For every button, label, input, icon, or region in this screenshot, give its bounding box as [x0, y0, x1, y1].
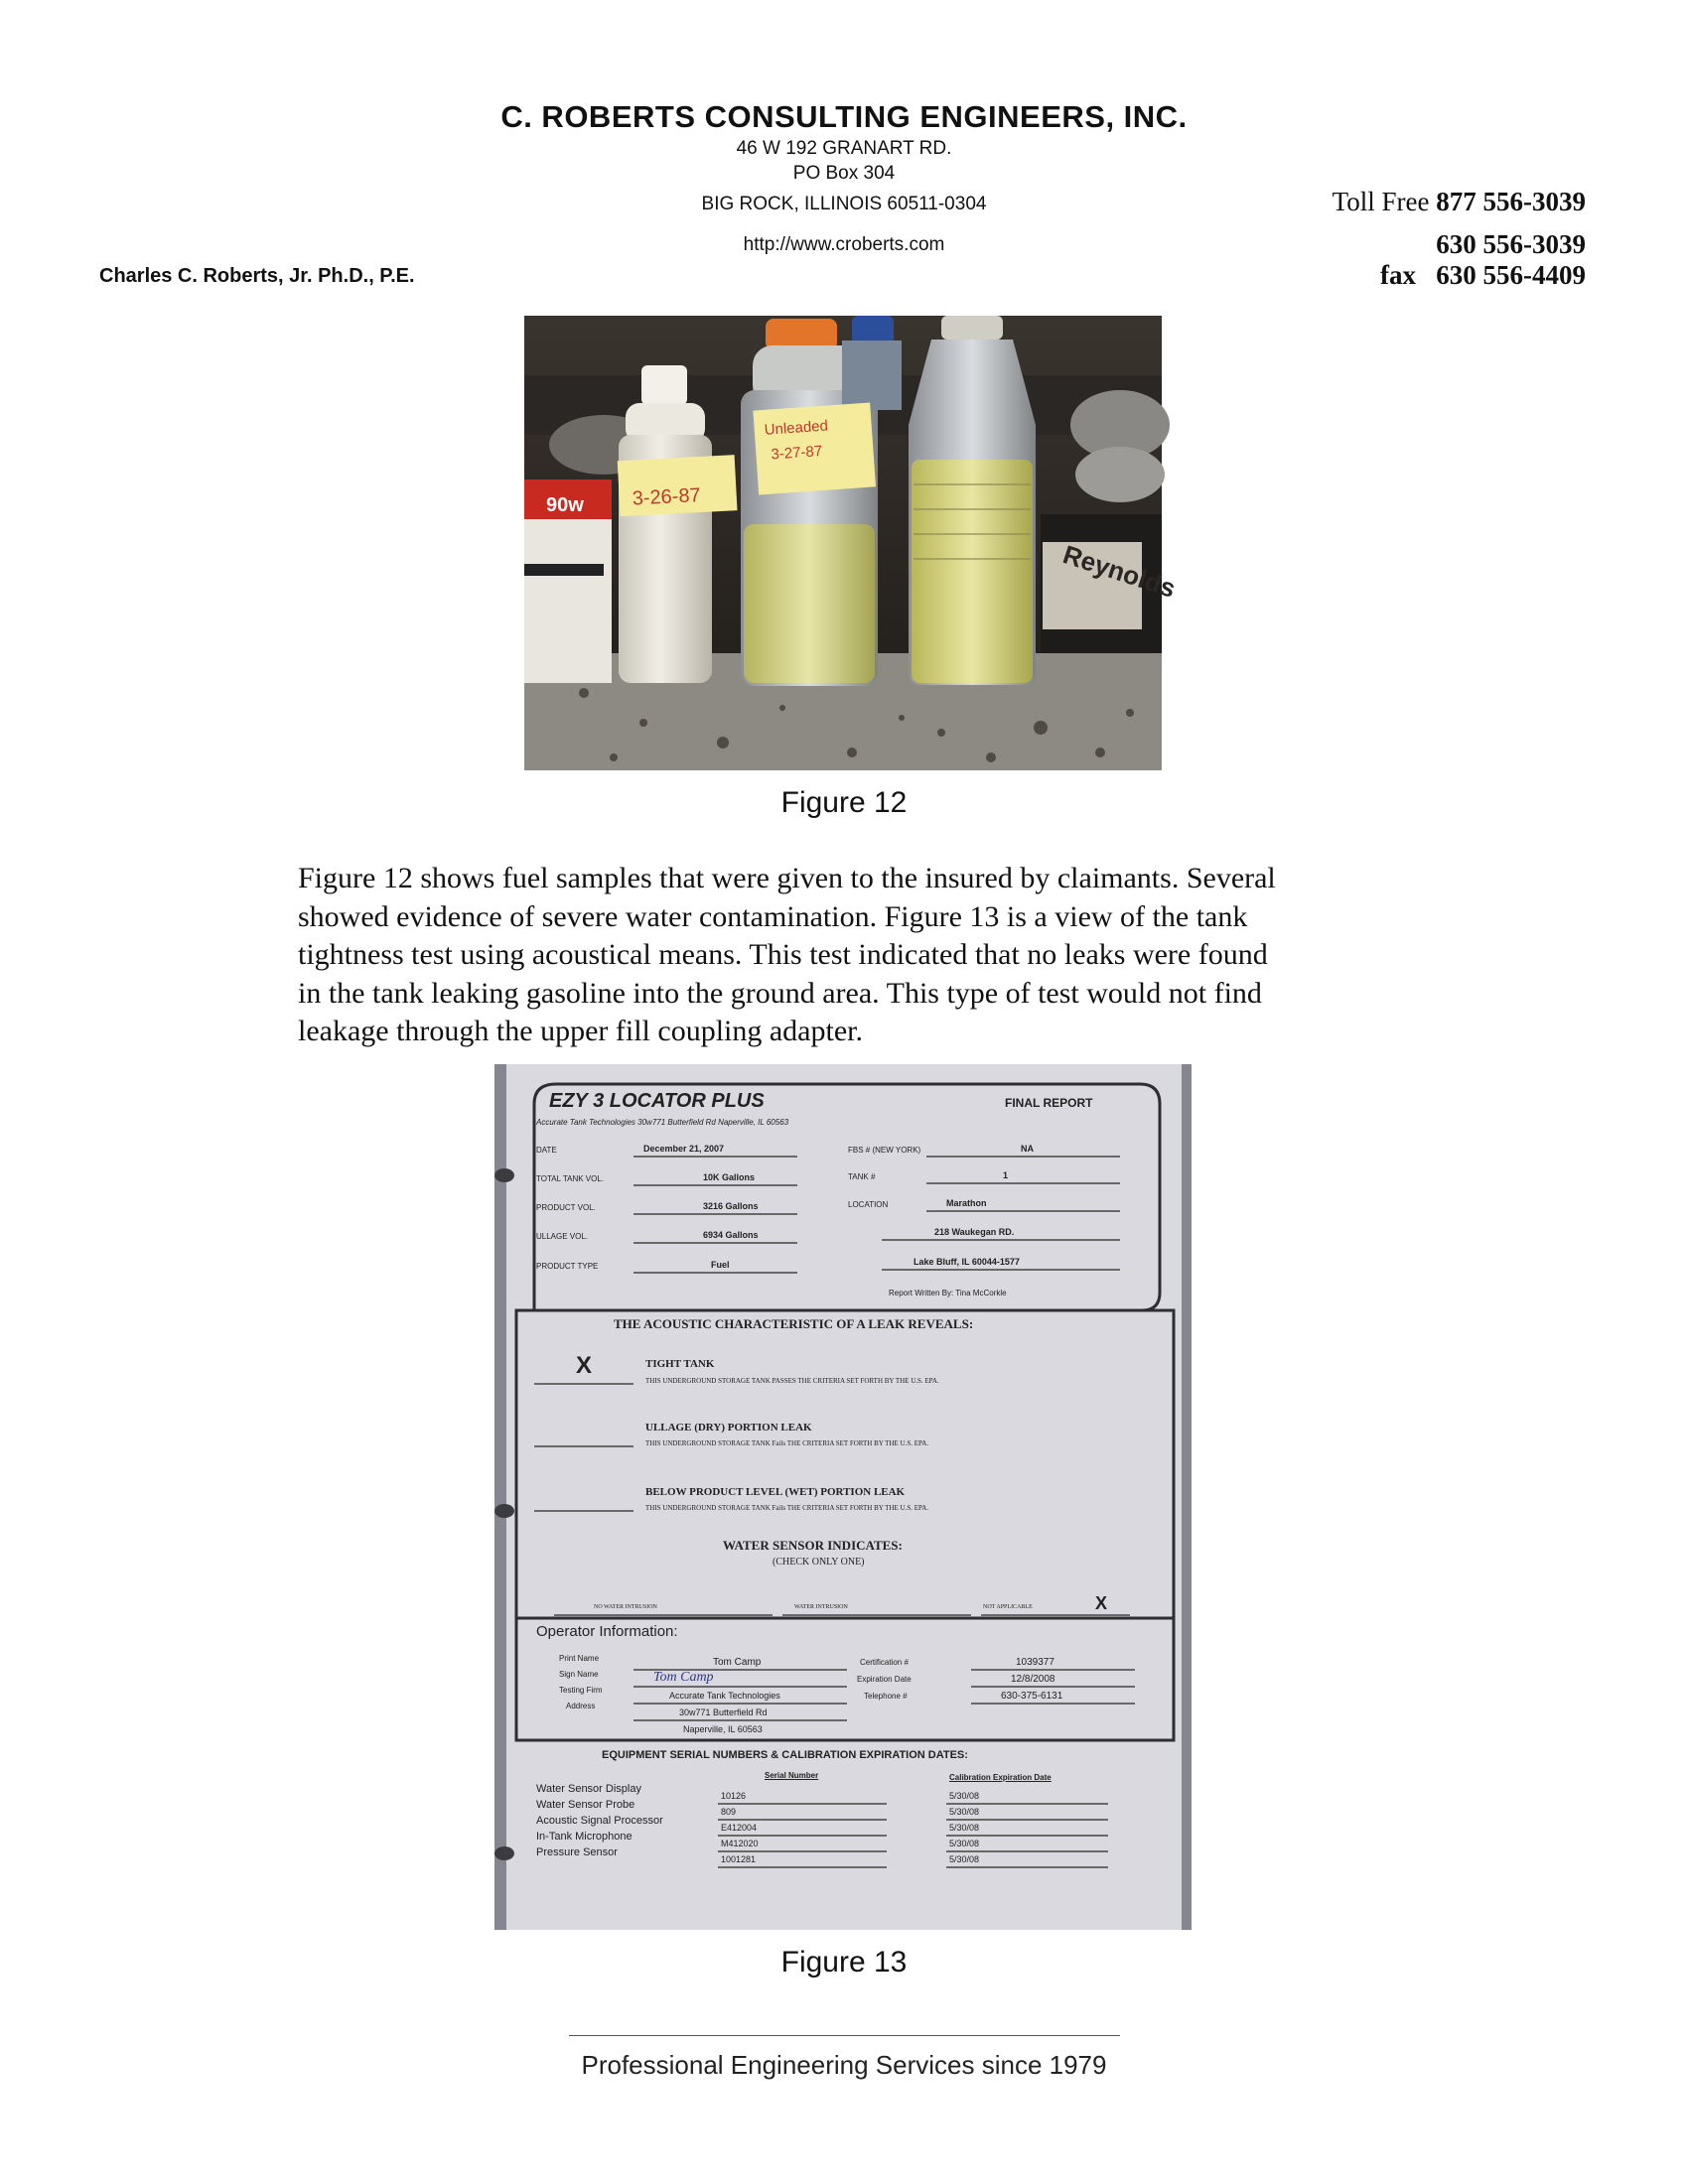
fax-number: 630 556-4409 — [1436, 260, 1586, 290]
label-product-vol: PRODUCT VOL. — [536, 1203, 596, 1212]
acoustic-heading: THE ACOUSTIC CHARACTERISTIC OF A LEAK REVEALS: — [614, 1316, 974, 1331]
report-subtitle: Accurate Tank Technologies 30w771 Butterfield Rd Naperville, IL 60563 — [536, 1118, 789, 1127]
body-line: tightness test using acoustical means. This test indicated that no leaks were found — [298, 938, 1268, 971]
fax-line — [1380, 260, 1586, 291]
body-line: in the tank leaking gasoline into the ground area. This type of test would not find — [298, 976, 1262, 1010]
body-line: showed evidence of severe water contamination. Figure 13 is a view of the tank — [298, 899, 1248, 933]
label-fbs: FBS # (NEW YORK) — [848, 1146, 921, 1155]
op-value-city: Naperville, IL 60563 — [683, 1724, 763, 1734]
operator-heading: Operator Information: — [536, 1623, 678, 1640]
report-written-by: Report Written By: Tina McCorkle — [889, 1289, 1007, 1297]
note-2b-text: 3-27-87 — [770, 442, 823, 464]
author-name: Charles C. Roberts, Jr. Ph.D., P.E. — [99, 265, 415, 287]
serial-value: M412020 — [721, 1839, 759, 1848]
body-line: Figure 12 shows fuel samples that were given to the insured by claimants. Several — [298, 862, 1276, 894]
cert-value-expiration: 12/8/2008 — [1011, 1674, 1055, 1685]
op-value-testing-firm: Accurate Tank Technologies — [669, 1691, 780, 1701]
phone-number: 630 556-3039 — [1436, 229, 1586, 259]
serial-value: 10126 — [721, 1791, 747, 1801]
value-street: 218 Waukegan RD. — [934, 1227, 1015, 1237]
water-sensor-heading: WATER SENSOR INDICATES: — [723, 1538, 903, 1553]
body-paragraph — [298, 860, 1410, 1051]
value-city: Lake Bluff, IL 60044-1577 — [914, 1257, 1020, 1267]
calibration-date: 5/30/08 — [949, 1807, 980, 1817]
equipment-name: Water Sensor Display — [536, 1783, 641, 1795]
final-report-label: FINAL REPORT — [1005, 1096, 1093, 1110]
op-value-address: 30w771 Butterfield Rd — [679, 1707, 768, 1717]
value-ullage-vol: 6934 Gallons — [703, 1230, 759, 1240]
label-product-type: PRODUCT TYPE — [536, 1262, 599, 1271]
op-label-address: Address — [566, 1702, 596, 1710]
fax-label: fax — [1380, 260, 1416, 290]
not-applicable-option: NOT APPLICABLE — [983, 1604, 1033, 1610]
op-label-print-name: Print Name — [559, 1654, 600, 1663]
op-value-print-name: Tom Camp — [713, 1657, 762, 1668]
water-intrusion-option: WATER INTRUSION — [794, 1604, 848, 1610]
box-brand-text: 90w — [546, 494, 584, 516]
fuel-samples-illustration — [524, 316, 1180, 770]
below-title: BELOW PRODUCT LEVEL (WET) PORTION LEAK — [645, 1486, 906, 1498]
serial-number-header: Serial Number — [765, 1771, 819, 1780]
serial-value: E412004 — [721, 1823, 758, 1833]
ullage-sub: THIS UNDERGROUND STORAGE TANK Fails THE CRITERIA SET FORTH BY THE U.S. EPA. — [645, 1439, 929, 1447]
cert-label-telephone: Telephone # — [864, 1692, 908, 1701]
report-title: EZY 3 LOCATOR PLUS — [549, 1090, 765, 1112]
label-date: DATE — [536, 1146, 557, 1155]
value-date: December 21, 2007 — [643, 1144, 725, 1154]
footer-divider — [569, 2035, 1120, 2036]
op-label-sign-name: Sign Name — [559, 1670, 599, 1679]
equipment-name: Water Sensor Probe — [536, 1799, 635, 1811]
company-name: C. ROBERTS CONSULTING ENGINEERS, INC. — [500, 99, 1188, 134]
serial-value: 809 — [721, 1807, 737, 1817]
reynolds-text: Reynolds — [1059, 539, 1180, 604]
label-location: LOCATION — [848, 1200, 889, 1209]
toll-free-label: Toll Free — [1332, 187, 1430, 216]
toll-free-line — [1333, 187, 1586, 217]
ullage-title: ULLAGE (DRY) PORTION LEAK — [645, 1422, 812, 1433]
below-sub: THIS UNDERGROUND STORAGE TANK Fails THE CRITERIA SET FORTH BY THE U.S. EPA. — [645, 1504, 929, 1512]
water-sensor-sub: (CHECK ONLY ONE) — [773, 1557, 865, 1568]
cert-value-telephone: 630-375-6131 — [1001, 1691, 1063, 1702]
label-ullage-vol: ULLAGE VOL. — [536, 1232, 589, 1241]
note-1-text: 3-26-87 — [632, 484, 702, 510]
equipment-name: In-Tank Microphone — [536, 1831, 633, 1843]
cert-label-number: Certification # — [860, 1658, 909, 1667]
address-line-3: BIG ROCK, ILLINOIS 60511-0304 — [701, 194, 987, 214]
cert-label-expiration: Expiration Date — [857, 1675, 912, 1684]
tight-tank-title: TIGHT TANK — [645, 1358, 715, 1370]
serial-value: 1001281 — [721, 1854, 757, 1864]
operator-signature: Tom Camp — [653, 1670, 714, 1685]
address-line-1: 46 W 192 GRANART RD. — [736, 138, 952, 159]
calibration-date: 5/30/08 — [949, 1854, 980, 1864]
equipment-heading: EQUIPMENT SERIAL NUMBERS & CALIBRATION EXPIRATION DATES: — [602, 1749, 968, 1761]
cert-value-number: 1039377 — [1016, 1657, 1055, 1668]
figure-13-photo — [494, 1064, 1192, 1930]
label-total-tank-vol: TOTAL TANK VOL. — [536, 1174, 605, 1183]
value-fbs: NA — [1021, 1144, 1034, 1154]
value-total-tank-vol: 10K Gallons — [703, 1172, 756, 1182]
equipment-name: Pressure Sensor — [536, 1846, 618, 1858]
value-location: Marathon — [946, 1198, 987, 1208]
calibration-date: 5/30/08 — [949, 1823, 980, 1833]
note-2a-text: Unleaded — [764, 417, 829, 439]
figure-13-caption: Figure 13 — [780, 1946, 908, 1979]
value-product-type: Fuel — [711, 1260, 730, 1270]
toll-free-number: 877 556-3039 — [1436, 187, 1586, 216]
tight-tank-mark: X — [576, 1352, 593, 1379]
not-applicable-mark: X — [1095, 1593, 1108, 1613]
calibration-date: 5/30/08 — [949, 1791, 980, 1801]
value-tank-number: 1 — [1003, 1170, 1009, 1180]
value-product-vol: 3216 Gallons — [703, 1201, 759, 1211]
tight-tank-sub: THIS UNDERGROUND STORAGE TANK PASSES THE CRITERIA SET FORTH BY THE U.S. EPA. — [645, 1377, 939, 1385]
website-link[interactable]: http://www.croberts.com — [743, 234, 945, 255]
address-line-2: PO Box 304 — [792, 163, 896, 184]
figure-12-photo — [524, 316, 1180, 770]
figure-12-caption: Figure 12 — [780, 786, 908, 819]
footer-tagline: Professional Engineering Services since 1979 — [581, 2050, 1107, 2080]
calibration-date: 5/30/08 — [949, 1839, 980, 1848]
body-line: leakage through the upper fill coupling adapter. — [298, 1015, 863, 1047]
op-label-testing-firm: Testing Firm — [559, 1686, 603, 1695]
label-tank-number: TANK # — [848, 1172, 876, 1181]
equipment-name: Acoustic Signal Processor — [536, 1815, 663, 1827]
no-water-intrusion-option: NO WATER INTRUSION — [594, 1604, 657, 1610]
calibration-header: Calibration Expiration Date — [949, 1773, 1052, 1782]
